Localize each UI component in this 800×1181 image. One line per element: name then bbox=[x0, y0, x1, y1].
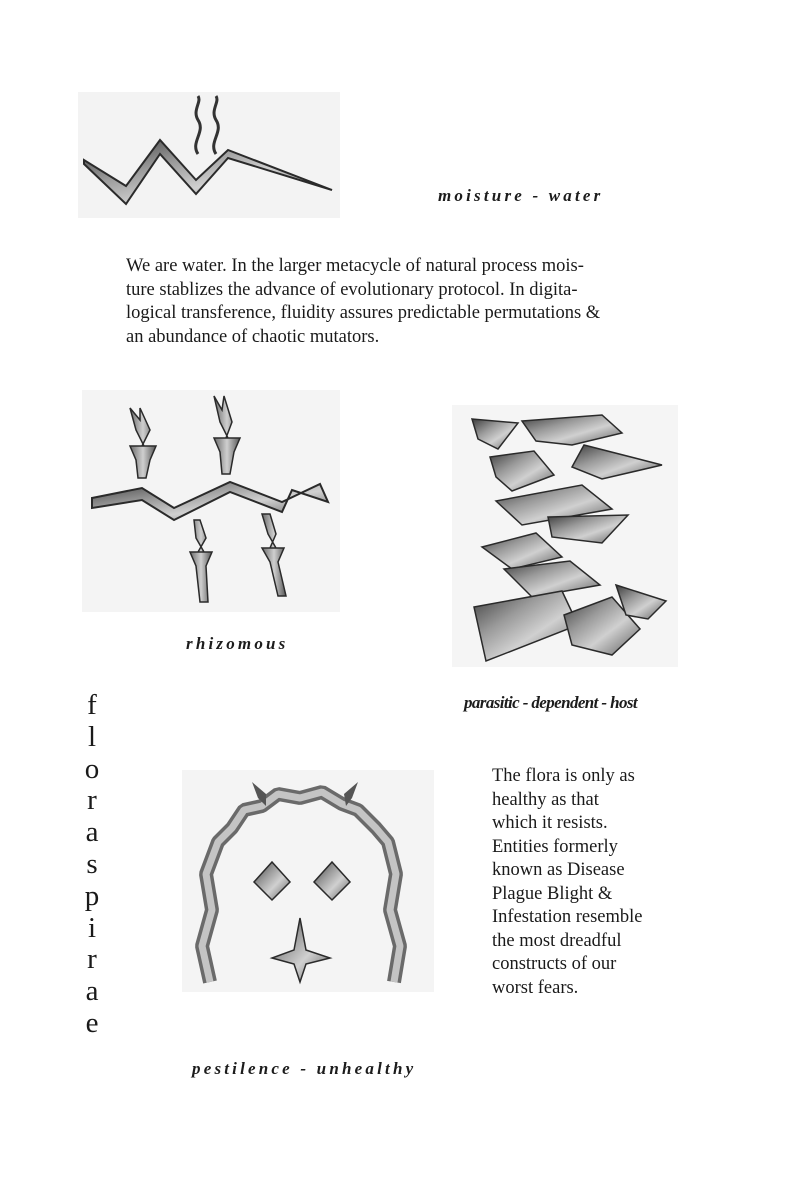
water-line: logical transference, fluidity assures predictable permutations & bbox=[126, 303, 601, 323]
water-paragraph bbox=[126, 255, 646, 349]
title-letter: i bbox=[87, 911, 97, 944]
vertical-section-title bbox=[80, 690, 104, 1040]
water-line: an abundance of chaotic mutators. bbox=[126, 326, 380, 347]
flora-line: worst fears. bbox=[492, 977, 579, 998]
flora-line: Plague Blight & bbox=[492, 883, 613, 904]
moisture-caption: moisture - water bbox=[438, 186, 604, 205]
flora-line: Entities formerly bbox=[492, 836, 618, 857]
title-letter: p bbox=[84, 879, 100, 912]
title-letter: o bbox=[84, 752, 100, 785]
title-letter: l bbox=[87, 720, 97, 753]
title-letter: a bbox=[85, 816, 99, 849]
parasitic-caption: parasitic - dependent - host bbox=[464, 693, 638, 712]
rhizome-glyph bbox=[82, 390, 340, 612]
flora-line: constructs of our bbox=[492, 954, 617, 974]
flora-line: Infestation resemble bbox=[492, 907, 643, 927]
pestilence-caption: pestilence - unhealthy bbox=[192, 1059, 417, 1078]
flora-line: healthy as that bbox=[492, 789, 599, 810]
water-line: We are water. In the larger metacycle of natural process mois- bbox=[126, 256, 584, 276]
moisture-glyph bbox=[78, 92, 340, 218]
parasite-glyph bbox=[452, 405, 678, 667]
title-letter: f bbox=[87, 689, 97, 721]
title-letter: r bbox=[87, 943, 97, 976]
title-letter: s bbox=[86, 847, 98, 880]
pestilence-glyph bbox=[182, 770, 434, 992]
title-letter: a bbox=[85, 975, 99, 1008]
title-letter: r bbox=[87, 784, 97, 817]
flora-line: the most dreadful bbox=[492, 930, 622, 951]
rhizomous-caption: rhizomous bbox=[186, 634, 289, 653]
water-line: ture stablizes the advance of evolutionary protocol. In digita- bbox=[126, 279, 578, 300]
title-letter: e bbox=[85, 1006, 99, 1039]
flora-paragraph bbox=[492, 765, 682, 1000]
flora-line: known as Disease bbox=[492, 860, 625, 880]
flora-line: which it resists. bbox=[492, 813, 608, 833]
flora-line: The flora is only as bbox=[492, 766, 635, 786]
